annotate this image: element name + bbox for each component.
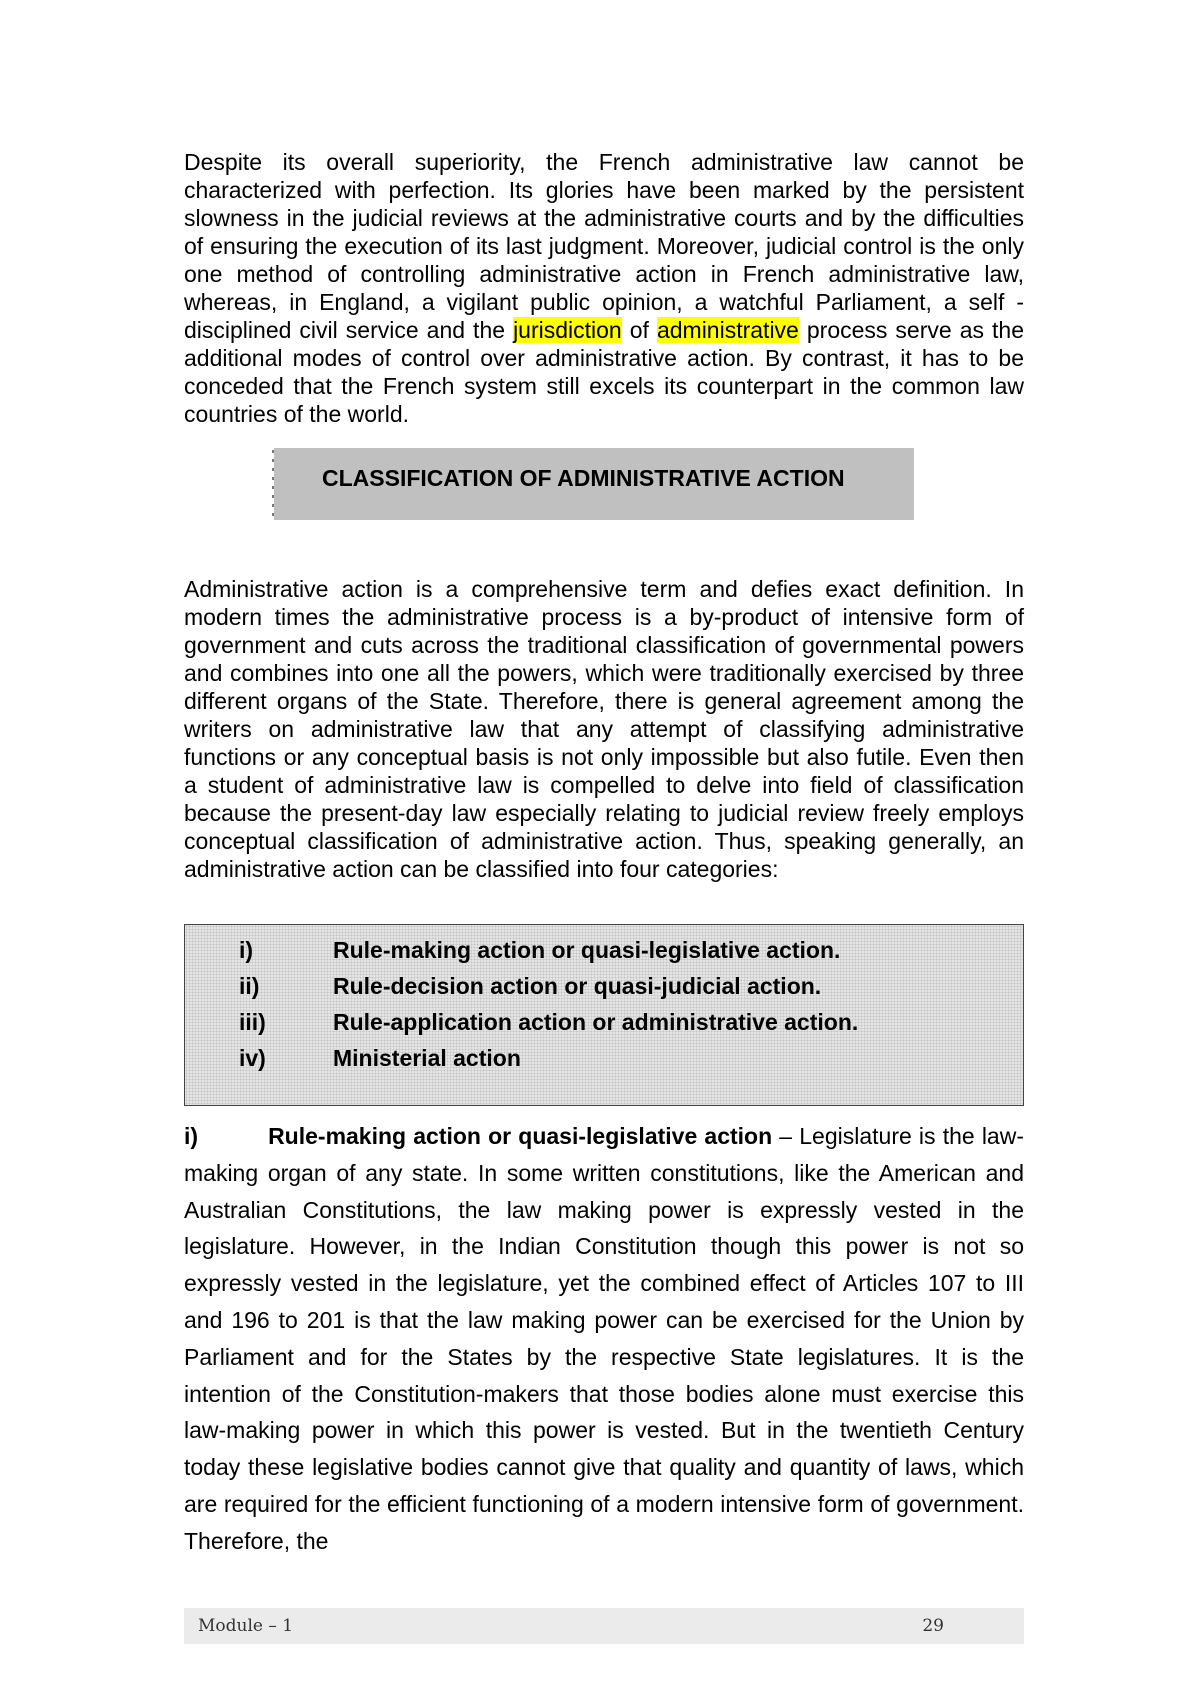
intro-text-end: process serve as the additional modes of control over administrative action. By contrast, it has to be conceded that the French system still excels its counterpart in the common law countries of the world. [184, 317, 1024, 427]
categories-box [184, 924, 1024, 1106]
category-number: iii) [239, 1009, 266, 1035]
footer-module: Module – 1 [198, 1616, 294, 1636]
category-item [239, 1005, 858, 1039]
section-heading-box [274, 448, 914, 520]
intro-text-start: Despite its overall superiority, the French administrative law cannot be characterized with perfection. Its glories have been marked by the persistent slowness in the judicial reviews at the administrative courts and by the difficulties of ensuring the execution of its last judgment. Moreover, judicial control is the only one method of controlling administrative action in French administrative law, whereas, in England, a vigilant public opinion, a watchful Parliament, a self -disciplined civil service and the [184, 149, 1024, 343]
category-number: iv) [239, 1045, 266, 1071]
highlight-administrative: administrative [656, 317, 799, 343]
page-number: 29 [922, 1616, 944, 1636]
rule-making-body: – Legislature is the law-making organ of any state. In some written constitutions, like the American and Australian Constitutions, the law making power is expressly vested in the legislature. However, in the Indian Constitution though this power is not so expressly vested in the legislature, yet the combined effect of Articles 107 to III and 196 to 201 is that the law making power can be exercised for the Union by Parliament and for the States by the respective State legislatures. It is the intention of the Constitution-makers that those bodies alone must exercise this law-making power in which this power is vested. But in the twentieth Century today these legislative bodies cannot give that quality and quantity of laws, which are required for the efficient functioning of a modern intensive form of government. Therefore, the [184, 1123, 1024, 1554]
category-label: Ministerial action [333, 1045, 521, 1071]
category-number: i) [239, 937, 254, 963]
rule-making-paragraph [184, 1118, 1024, 1560]
category-label: Rule-making action or quasi-legislative action. [333, 937, 841, 963]
category-label: Rule-decision action or quasi-judicial action. [333, 973, 822, 999]
intro-text-mid: of [621, 317, 657, 343]
highlight-jurisdiction: jurisdiction [513, 317, 622, 343]
category-item [239, 969, 821, 1003]
category-item [239, 933, 840, 967]
category-number: ii) [239, 973, 260, 999]
page-footer [184, 1608, 1024, 1644]
intro-paragraph [184, 148, 1024, 428]
rule-making-title: Rule-making action or quasi-legislative action [268, 1123, 773, 1149]
section-heading: CLASSIFICATION OF ADMINISTRATIVE ACTION [322, 465, 845, 491]
category-item [239, 1041, 521, 1075]
classification-paragraph: Administrative action is a comprehensive term and defies exact definition. In modern times the administrative process is a by-product of intensive form of government and cuts across the traditional classification of governmental powers and combines into one all the powers, which were traditionally exercised by three different organs of the State. Therefore, there is general agreement among the writers on administrative law that any attempt of classifying administrative functions or any conceptual basis is not only impossible but also futile. Even then a student of administrative law is compelled to delve into field of classification because the present-day law especially relating to judicial review freely employs conceptual classification of administrative action. Thus, speaking generally, an administrative action can be classified into four categories: [184, 576, 1024, 882]
category-label: Rule-application action or administrative action. [333, 1009, 859, 1035]
rule-making-number: i) [184, 1123, 199, 1149]
